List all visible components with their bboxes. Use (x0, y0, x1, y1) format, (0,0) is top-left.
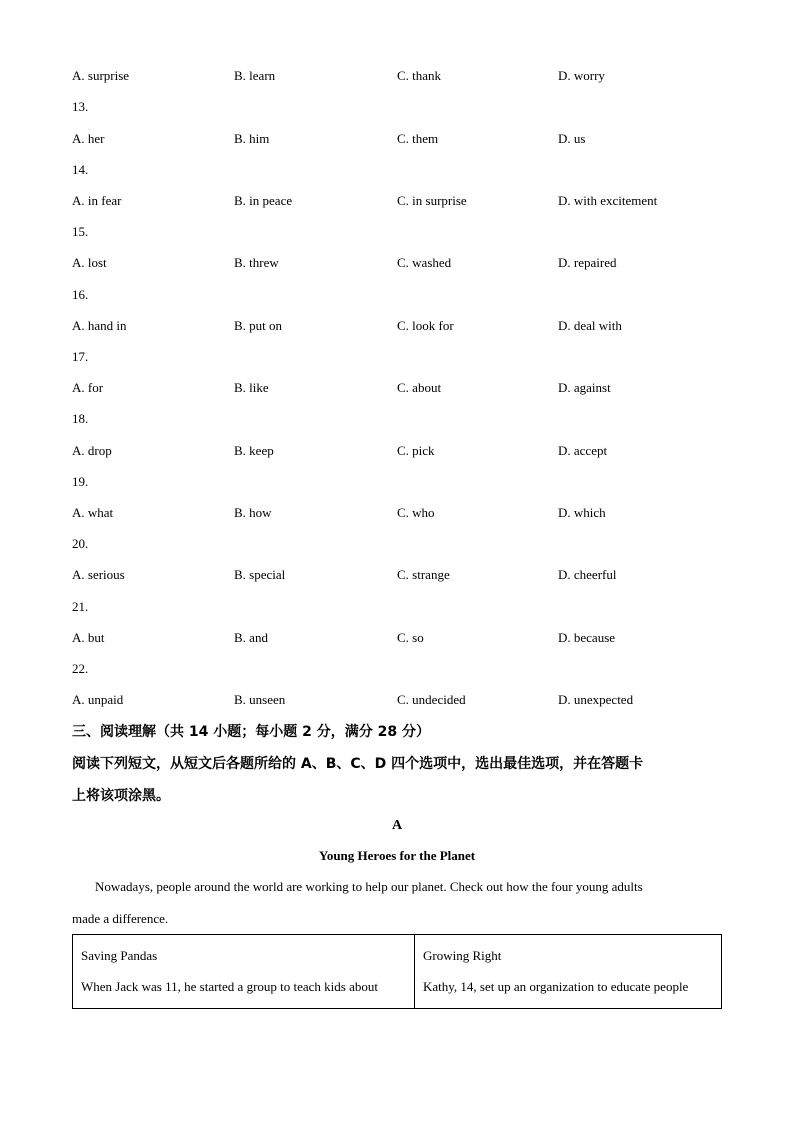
option-d: D. accept (558, 443, 608, 458)
option-a: A. but (72, 630, 105, 645)
cell-title: Saving Pandas (81, 948, 158, 963)
option-b: B. put on (234, 318, 283, 333)
option-c: C. about (397, 380, 442, 395)
options-row-22 (72, 691, 732, 709)
option-b: B. like (234, 380, 269, 395)
option-b: B. in peace (234, 193, 293, 208)
option-a: A. her (72, 131, 105, 146)
question-number-14: 14. (72, 162, 89, 177)
option-c: C. undecided (397, 692, 466, 707)
cell-text: Kathy, 14, set up an organization to educate people (423, 979, 689, 994)
option-a: A. surprise (72, 68, 130, 83)
option-a: A. what (72, 505, 114, 520)
option-b: B. learn (234, 68, 276, 83)
option-a: A. serious (72, 567, 125, 582)
option-d: D. unexpected (558, 692, 634, 707)
option-c: C. so (397, 630, 424, 645)
option-c: C. who (397, 505, 435, 520)
option-b: B. unseen (234, 692, 286, 707)
options-row-19 (72, 504, 732, 522)
options-row-16 (72, 317, 732, 335)
option-b: B. and (234, 630, 268, 645)
options-row-17 (72, 379, 732, 397)
option-c: C. pick (397, 443, 435, 458)
options-row-14 (72, 192, 732, 210)
option-c: C. washed (397, 255, 452, 270)
options-row-12 (72, 67, 732, 85)
option-d: D. with excitement (558, 193, 658, 208)
question-number-22: 22. (72, 661, 89, 676)
options-row-15 (72, 254, 732, 272)
option-b: B. how (234, 505, 272, 520)
option-a: A. for (72, 380, 104, 395)
question-number-18: 18. (72, 411, 89, 426)
options-row-13 (72, 130, 732, 148)
cell-text: When Jack was 11, he started a group to teach kids about (81, 979, 378, 994)
option-c: C. them (397, 131, 439, 146)
question-number-20: 20. (72, 536, 89, 551)
option-a: A. in fear (72, 193, 122, 208)
question-number-16: 16. (72, 287, 89, 302)
option-d: D. because (558, 630, 616, 645)
option-a: A. unpaid (72, 692, 124, 707)
option-d: D. worry (558, 68, 605, 83)
option-d: D. against (558, 380, 611, 395)
table-cell-saving-pandas (73, 935, 414, 1008)
option-c: C. in surprise (397, 193, 467, 208)
option-b: B. threw (234, 255, 279, 270)
option-c: C. look for (397, 318, 454, 333)
question-number-19: 19. (72, 474, 89, 489)
passage-intro-line-1: Nowadays, people around the world are working to help our planet. Check out how the four young adults (95, 879, 643, 894)
passage-letter: A (391, 818, 403, 833)
question-number-15: 15. (72, 224, 89, 239)
options-row-20 (72, 566, 732, 584)
question-number-21: 21. (72, 599, 89, 614)
table-cell-growing-right (415, 935, 721, 1008)
option-a: A. lost (72, 255, 107, 270)
question-number-13: 13. (72, 99, 89, 114)
instruction-line-2: 上将该项涂黑。 (72, 788, 170, 804)
option-b: B. special (234, 567, 286, 582)
option-d: D. repaired (558, 255, 617, 270)
option-b: B. him (234, 131, 270, 146)
option-d: D. us (558, 131, 586, 146)
option-c: C. thank (397, 68, 442, 83)
option-d: D. which (558, 505, 606, 520)
section-heading: 三、阅读理解（共 14 小题；每小题 2 分，满分 28 分） (72, 724, 430, 740)
option-c: C. strange (397, 567, 450, 582)
option-d: D. deal with (558, 318, 622, 333)
question-number-17: 17. (72, 349, 89, 364)
instruction-line-1: 阅读下列短文，从短文后各题所给的 A、B、C、D 四个选项中，选出最佳选项，并在答题卡 (72, 756, 644, 772)
passage-intro-line-2: made a difference. (72, 911, 169, 926)
options-row-18 (72, 442, 732, 460)
passage-title: Young Heroes for the Planet (318, 848, 476, 863)
options-row-21 (72, 629, 732, 647)
option-a: A. hand in (72, 318, 127, 333)
passage-table (72, 934, 722, 1009)
cell-title: Growing Right (423, 948, 502, 963)
option-a: A. drop (72, 443, 112, 458)
option-d: D. cheerful (558, 567, 617, 582)
option-b: B. keep (234, 443, 274, 458)
